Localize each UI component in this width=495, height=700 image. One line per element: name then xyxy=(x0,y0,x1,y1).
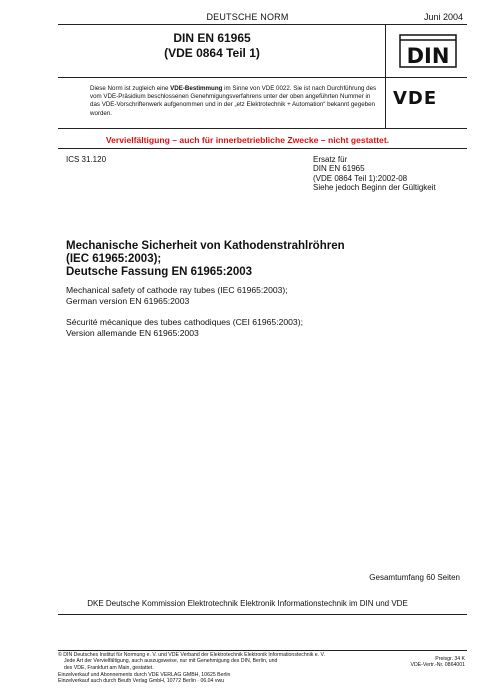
document-number-line2: (VDE 0864 Teil 1) xyxy=(164,46,260,60)
sales-info xyxy=(58,672,230,685)
french-title-line1: Sécurité mécanique des tubes cathodiques (CEI 61965:2003); xyxy=(66,317,303,327)
replacement-line2: DIN EN 61965 xyxy=(313,164,365,174)
german-title xyxy=(66,240,345,279)
replacement-line3: (VDE 0864 Teil 1):2002-08 xyxy=(313,173,408,183)
replacement-line1: Ersatz für xyxy=(313,155,348,164)
german-title-line3: Deutsche Fassung EN 61965:2003 xyxy=(66,266,253,278)
french-title-line2: Version allemande EN 61965:2003 xyxy=(66,327,199,338)
german-title-line1: Mechanische Sicherheit von Kathodenstrahlröhren xyxy=(66,240,345,252)
order-number: VDE-Vertr.-Nr. 0864001 xyxy=(410,662,465,669)
dke-committee: DKE Deutsche Kommission Elektrotechnik Elektronik Informationstechnik im DIN und VDE xyxy=(87,599,408,608)
price-info xyxy=(411,656,466,669)
publication-date: Juni 2004 xyxy=(423,12,463,22)
document-number xyxy=(60,31,364,61)
din-logo-text: DIN xyxy=(406,44,450,68)
vde-notice-rest: im Sinne von VDE 0022. Sie ist nach Durchführung des vom VDE-Präsidium beschlossenen Genehmigungsverfahrens unter der oben angeführten Nummer in das VDE-Vorschriftenwerk aufgenommen und in der „etz Elektrotechnik + Automation“ bekannt gegeben worden. xyxy=(90,85,377,117)
replacement-line4: Siehe jedoch Beginn der Gültigkeit xyxy=(313,182,436,192)
standard-type-label: DEUTSCHE NORM xyxy=(206,12,289,22)
english-title-line1: Mechanical safety of cathode ray tubes (IEC 61965:2003); xyxy=(66,285,288,295)
header-rule xyxy=(58,24,467,25)
din-logo xyxy=(399,34,457,73)
french-title xyxy=(66,317,303,338)
copyright-line1: © DIN Deutsches Institut für Normung e. V. und VDE Verband der Elektrotechnik Elektronik Informationstechnik e. V. xyxy=(58,652,325,658)
german-title-line2: (IEC 61965:2003); xyxy=(66,253,162,265)
page-total: Gesamtumfang 60 Seiten xyxy=(369,573,460,582)
logo-column-divider xyxy=(385,24,386,128)
document-number-line1: DIN EN 61965 xyxy=(173,31,251,45)
english-title-line2: German version EN 61965:2003 xyxy=(66,295,190,306)
copyright-notice xyxy=(58,652,368,671)
sales-line1: Einzelverkauf und Abonnements durch VDE VERLAG GMBH, 10625 Berlin xyxy=(58,672,231,678)
copyright-line3: des VDE, Frankfurt am Main, gestattet. xyxy=(64,664,154,671)
ics-code: ICS 31.120 xyxy=(66,155,107,164)
reproduction-notice: Vervielfältigung – auch für innerbetriebliche Zwecke – nicht gestattet. xyxy=(105,135,390,145)
english-title xyxy=(66,285,288,306)
ics-rule xyxy=(58,148,467,149)
vde-notice-prefix: Diese Norm ist zugleich eine xyxy=(90,85,171,92)
notice-rule xyxy=(58,128,467,129)
footer-rule xyxy=(58,650,467,651)
vde-notice-bold: VDE-Bestimmung xyxy=(170,85,223,92)
vde-notice xyxy=(90,85,380,118)
vde-logo: VDE xyxy=(393,88,438,109)
title-divider xyxy=(58,77,467,78)
replacement-info xyxy=(313,155,436,192)
sales-line2: Einzelverkauf auch durch Beuth Verlag GmbH, 10772 Berlin · 06.04 vwu xyxy=(58,678,225,685)
price-group: Preisgr. 34 K xyxy=(435,656,465,662)
copyright-line2: Jede Art der Vervielfältigung, auch auszugsweise, nur mit Genehmigung des DIN, Berlin, und xyxy=(64,658,278,665)
bottom-rule xyxy=(58,614,467,615)
